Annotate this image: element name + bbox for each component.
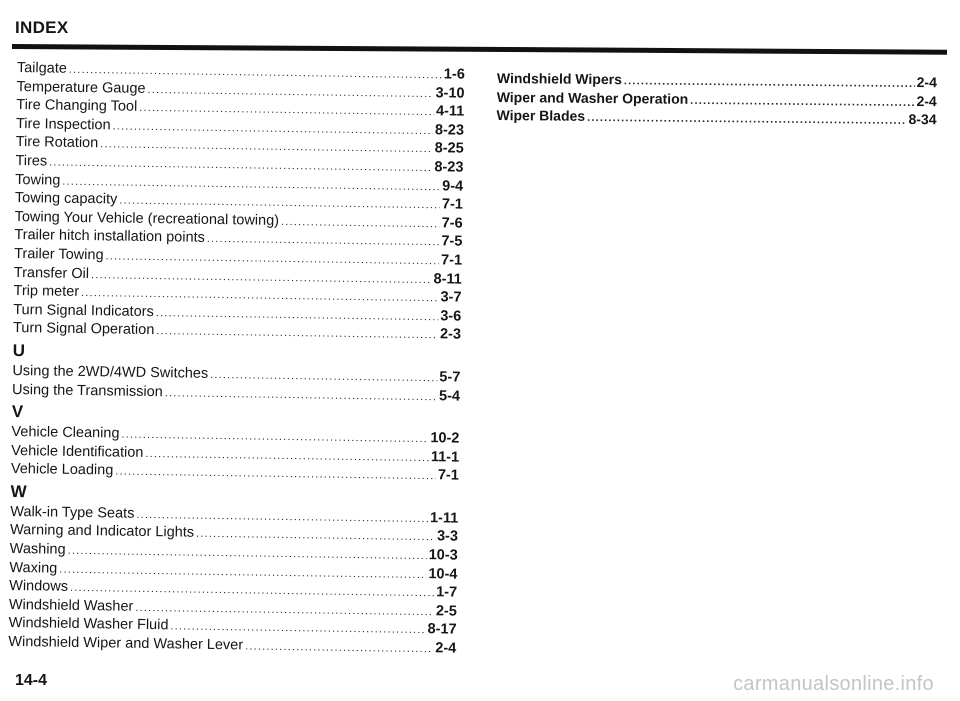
index-term: Towing capacity (14, 190, 118, 208)
index-entry (496, 107, 936, 130)
dot-leader (91, 269, 432, 286)
index-term: Windows (9, 578, 69, 596)
dot-leader (59, 563, 426, 580)
index-term: Walk-in Type Seats (10, 503, 135, 522)
dot-leader (69, 64, 442, 82)
index-term: Wiper Blades (496, 107, 586, 125)
index-page-ref: 1-7 (436, 584, 458, 601)
index-term: Using the 2WD/4WD Switches (12, 362, 209, 382)
index-page-ref: 7-1 (437, 467, 459, 484)
index-page-ref: 10-4 (428, 565, 458, 583)
index-term: Trailer Towing (14, 245, 104, 264)
index-page-ref: 7-6 (441, 215, 463, 232)
dot-leader (119, 195, 440, 212)
dot-leader (207, 233, 440, 248)
index-page-ref: 8-17 (427, 621, 457, 639)
index-page-ref: 2-4 (916, 74, 937, 91)
index-term: Vehicle Identification (11, 442, 144, 461)
index-term: Wiper and Washer Operation (496, 88, 689, 107)
index-page-ref: 3-6 (440, 308, 462, 325)
index-page-ref: 8-23 (434, 121, 465, 139)
dot-leader (165, 387, 437, 403)
index-page-ref: 2-4 (435, 640, 457, 657)
index-page-ref: 3-7 (440, 289, 462, 306)
index-page-ref: 8-11 (433, 270, 462, 288)
index-term: Turn Signal Indicators (13, 301, 154, 320)
section-letter: W (10, 481, 27, 502)
index-term: Using the Transmission (11, 381, 163, 400)
section-letter: U (12, 340, 26, 361)
dot-leader (245, 640, 433, 655)
index-term: Tires (15, 152, 48, 170)
index-term: Warning and Indicator Lights (9, 522, 195, 542)
index-term: Towing Your Vehicle (recreational towing) (14, 208, 280, 229)
index-term: Tire Rotation (15, 134, 99, 152)
index-page-ref: 11-1 (430, 448, 460, 466)
index-page-ref: 2-5 (435, 603, 457, 620)
index-page-ref: 5-4 (438, 387, 461, 405)
dot-leader (113, 120, 434, 137)
index-term: Tailgate (16, 60, 67, 77)
index-page-ref: 9-4 (442, 177, 464, 195)
index-page-ref: 8-25 (434, 140, 464, 158)
dot-leader (196, 528, 435, 544)
dot-leader (100, 139, 433, 156)
index-term: Trip meter (13, 283, 80, 301)
index-page-ref: 2-4 (916, 92, 937, 109)
index-term: Turn Signal Operation (12, 320, 155, 339)
index-page-ref: 1-11 (429, 510, 459, 527)
index-term: Vehicle Loading (10, 461, 114, 479)
dot-leader (121, 429, 428, 446)
index-page-ref: 5-7 (439, 369, 461, 386)
index-page-ref: 7-5 (441, 233, 463, 250)
dot-leader (281, 216, 440, 230)
index-page-ref: 4-11 (435, 103, 465, 120)
index-page-ref: 3-10 (435, 84, 465, 102)
index-term: Windshield Wiper and Washer Lever (8, 633, 244, 654)
index-page-ref: 3-3 (436, 528, 459, 546)
index-page-ref: 7-1 (440, 252, 463, 269)
dot-leader (139, 102, 434, 118)
index-column-left (8, 60, 465, 659)
dot-leader (81, 287, 439, 304)
index-term: Trailer hitch installation points (14, 227, 205, 247)
section-letter: V (11, 402, 24, 422)
page-title: INDEX (15, 18, 69, 37)
dot-leader (156, 325, 438, 341)
index-term: Tire Changing Tool (16, 97, 138, 115)
index-page-ref: 1-6 (443, 66, 465, 83)
index-term: Towing (15, 171, 61, 189)
index-term: Tire Inspection (15, 115, 111, 134)
index-term: Waxing (9, 559, 58, 577)
dot-leader (49, 156, 432, 174)
dot-leader (690, 94, 914, 108)
page-number: 14-4 (15, 672, 48, 689)
watermark: carmanualsonline.info (733, 673, 934, 695)
index-page-ref: 10-3 (428, 547, 458, 564)
index-term: Washing (9, 541, 66, 558)
dot-leader (156, 307, 439, 323)
header-rule (12, 44, 947, 55)
dot-leader (587, 112, 906, 127)
index-term: Transfer Oil (13, 264, 90, 282)
dot-leader (145, 448, 429, 464)
index-term: Windshield Washer Fluid (8, 615, 169, 634)
dot-leader (70, 582, 434, 599)
index-column-right (496, 70, 937, 130)
index-term: Temperature Gauge (16, 78, 146, 97)
dot-leader (105, 250, 439, 267)
dot-leader (136, 509, 428, 525)
index-page-ref: 8-23 (434, 159, 464, 176)
index-page-ref: 2-3 (439, 326, 462, 343)
index-page-ref: 7-1 (441, 196, 464, 213)
dot-leader (624, 75, 915, 90)
dot-leader (115, 466, 436, 483)
index-page-ref: 10-2 (430, 430, 460, 447)
index-term: Windshield Washer (8, 596, 134, 615)
index-term: Vehicle Cleaning (11, 424, 120, 442)
dot-leader (147, 84, 433, 100)
dot-leader (135, 602, 434, 618)
dot-leader (210, 369, 437, 384)
index-term: Windshield Wipers (496, 70, 622, 88)
index-page-ref: 8-34 (908, 111, 937, 128)
dot-leader (62, 175, 440, 193)
dot-leader (68, 545, 427, 562)
dot-leader (170, 621, 425, 637)
